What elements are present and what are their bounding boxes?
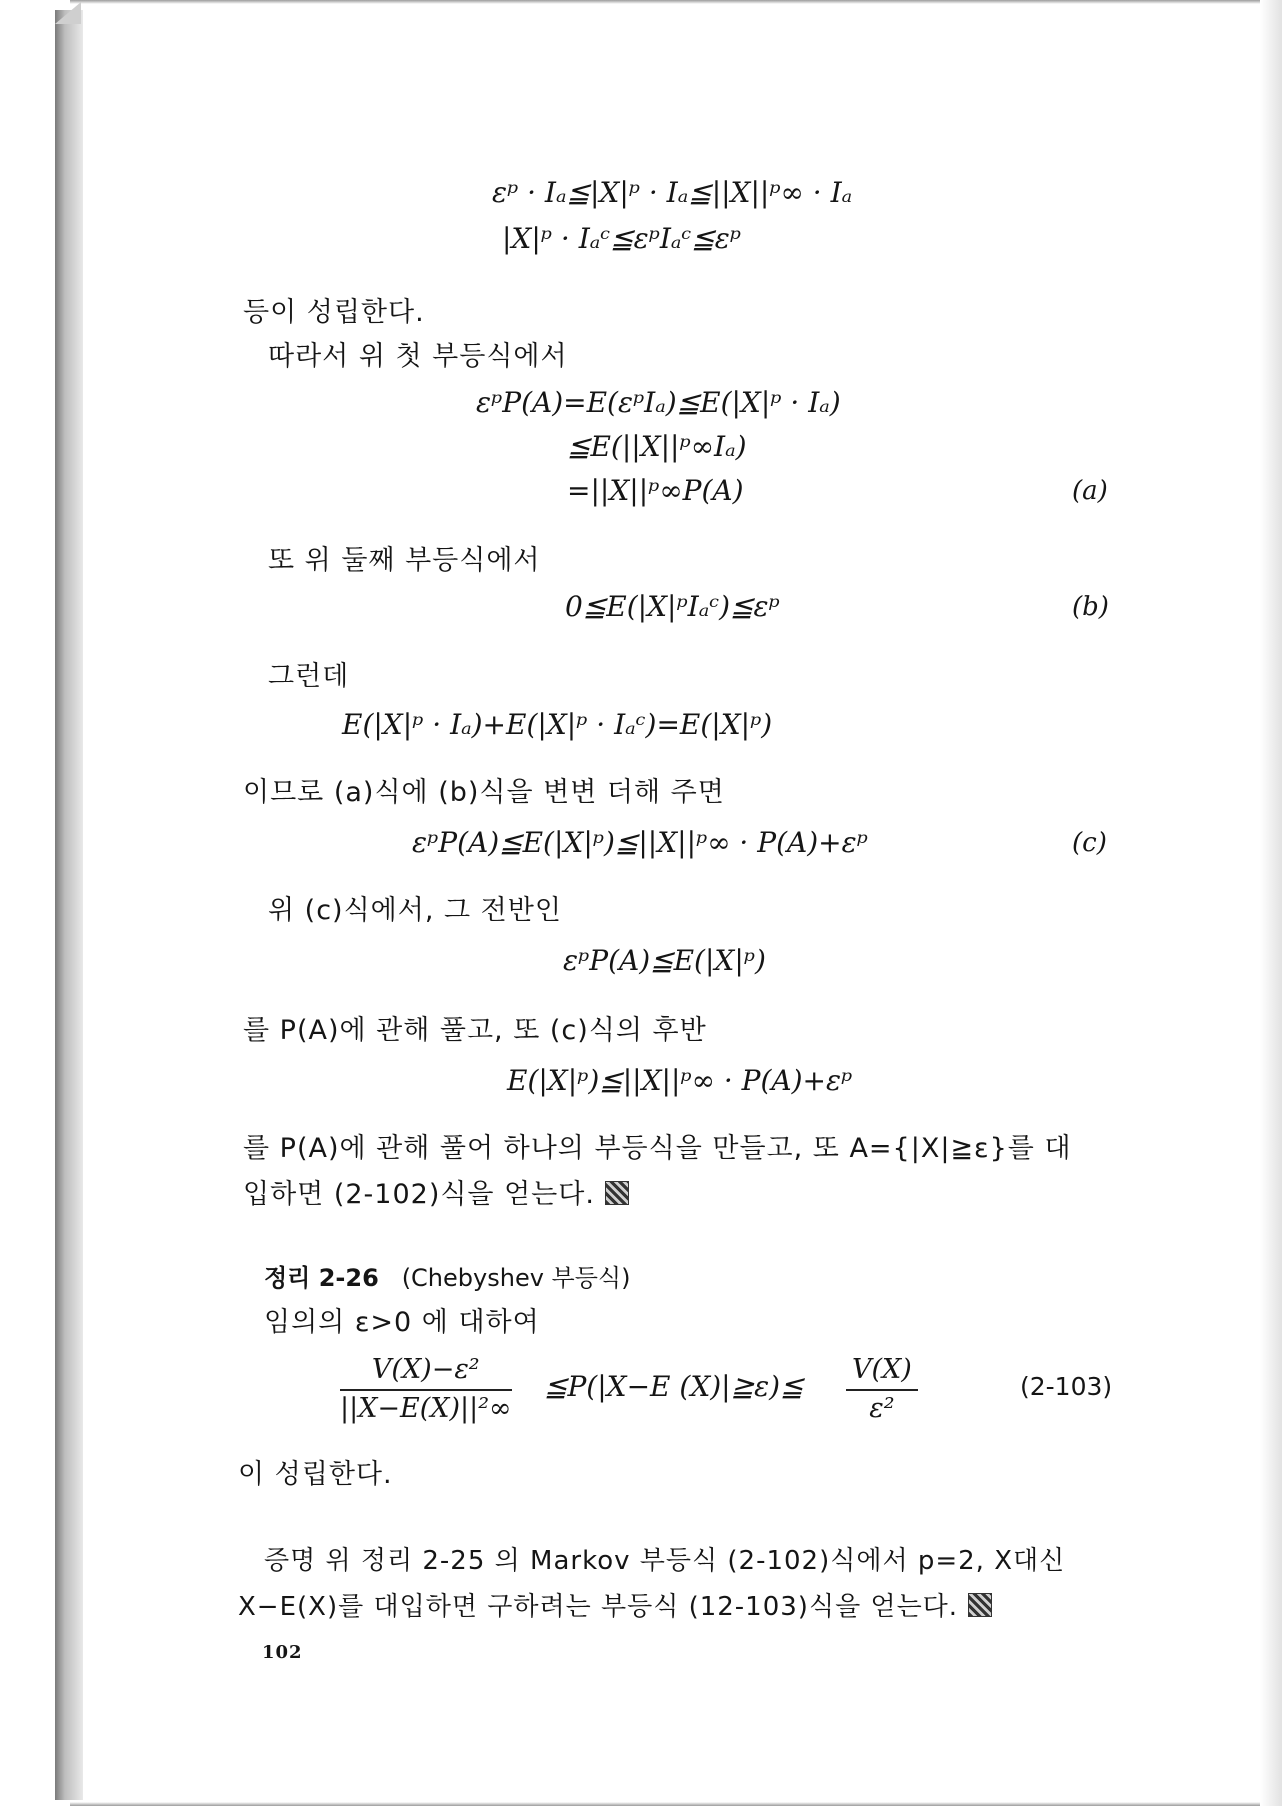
paragraph-line: 이 성립한다. — [238, 1459, 393, 1490]
paragraph-line — [243, 1172, 629, 1211]
equation-label-2-103: (2-103) — [1020, 1372, 1113, 1401]
proof-line-1: 증명 위 정리 2-25 의 Markov 부등식 (2-102)식에서 p=2, X대신 — [264, 1546, 1066, 1576]
equation-top-2: |X|ᵖ · Iₐᶜ≦εᵖIₐᶜ≦εᵖ — [502, 222, 741, 255]
theorem-heading — [264, 1258, 630, 1293]
fraction-numerator: V(X)−ε² — [340, 1354, 512, 1391]
paragraph-line: 이므로 (a)식에 (b)식을 변변 더해 주면 — [243, 777, 725, 808]
equation-a-line-1: εᵖP(A)=E(εᵖIₐ)≦E(|X|ᵖ · Iₐ) — [476, 386, 841, 419]
equation-c: εᵖP(A)≦E(|X|ᵖ)≦||X||ᵖ∞ · P(A)+εᵖ — [412, 826, 868, 859]
fraction-denominator: ||X−E(X)||²∞ — [340, 1393, 512, 1424]
page-corner-fold — [55, 2, 81, 24]
proof-line-2 — [238, 1586, 992, 1623]
proof-text: X−E(X)를 대입하면 구하려는 부등식 (12-103)식을 얻는다. — [238, 1592, 959, 1622]
chebyshev-lower-fraction — [340, 1354, 512, 1424]
paragraph-line: 등이 성립한다. — [243, 297, 425, 328]
theorem-title: 정리 2-26 — [264, 1264, 379, 1292]
chebyshev-middle: ≦P(|X−E (X)|≧ε)≦ — [544, 1370, 804, 1403]
paragraph-line: 를 P(A)에 관해 풀어 하나의 부등식을 만들고, 또 A={|X|≧ε}를 대 — [243, 1133, 1072, 1164]
page-top-edge — [70, 0, 1260, 4]
fraction-denominator: ε² — [869, 1393, 895, 1424]
equation-sum: E(|X|ᵖ · Iₐ)+E(|X|ᵖ · Iₐᶜ)=E(|X|ᵖ) — [342, 708, 773, 741]
equation-a-line-2: ≦E(||X||ᵖ∞Iₐ) — [567, 430, 747, 463]
paragraph-text: 입하면 (2-102)식을 얻는다. — [243, 1179, 595, 1210]
equation-label-a: (a) — [1072, 476, 1108, 506]
theorem-name: (Chebyshev 부등식) — [401, 1264, 631, 1292]
page-bottom-edge — [70, 1802, 1260, 1806]
paragraph-line: 또 위 둘째 부등식에서 — [268, 545, 541, 576]
equation-a-line-3: =||X||ᵖ∞P(A) — [567, 474, 744, 507]
equation-label-c: (c) — [1072, 828, 1107, 858]
paragraph-line: 따라서 위 첫 부등식에서 — [268, 341, 568, 372]
page-right-edge — [1260, 0, 1282, 1806]
equation-b: 0≦E(|X|ᵖIₐᶜ)≦εᵖ — [565, 590, 780, 623]
equation-first-half: εᵖP(A)≦E(|X|ᵖ) — [563, 944, 766, 977]
equation-label-b: (b) — [1072, 592, 1109, 622]
chebyshev-upper-fraction — [846, 1354, 918, 1424]
theorem-statement: 임의의 ε>0 에 대하여 — [264, 1307, 540, 1338]
page-left-edge — [55, 10, 83, 1800]
end-of-proof-icon — [605, 1181, 629, 1205]
paragraph-line: 를 P(A)에 관해 풀고, 또 (c)식의 후반 — [243, 1015, 707, 1046]
page-number: 102 — [262, 1642, 303, 1663]
paragraph-line: 위 (c)식에서, 그 전반인 — [268, 895, 562, 926]
equation-second-half: E(|X|ᵖ)≦||X||ᵖ∞ · P(A)+εᵖ — [507, 1064, 853, 1097]
fraction-numerator: V(X) — [846, 1354, 918, 1391]
paragraph-line: 그런데 — [268, 661, 350, 692]
end-of-proof-icon — [968, 1593, 992, 1617]
equation-top-1: εᵖ · Iₐ≦|X|ᵖ · Iₐ≦||X||ᵖ∞ · Iₐ — [492, 176, 853, 209]
